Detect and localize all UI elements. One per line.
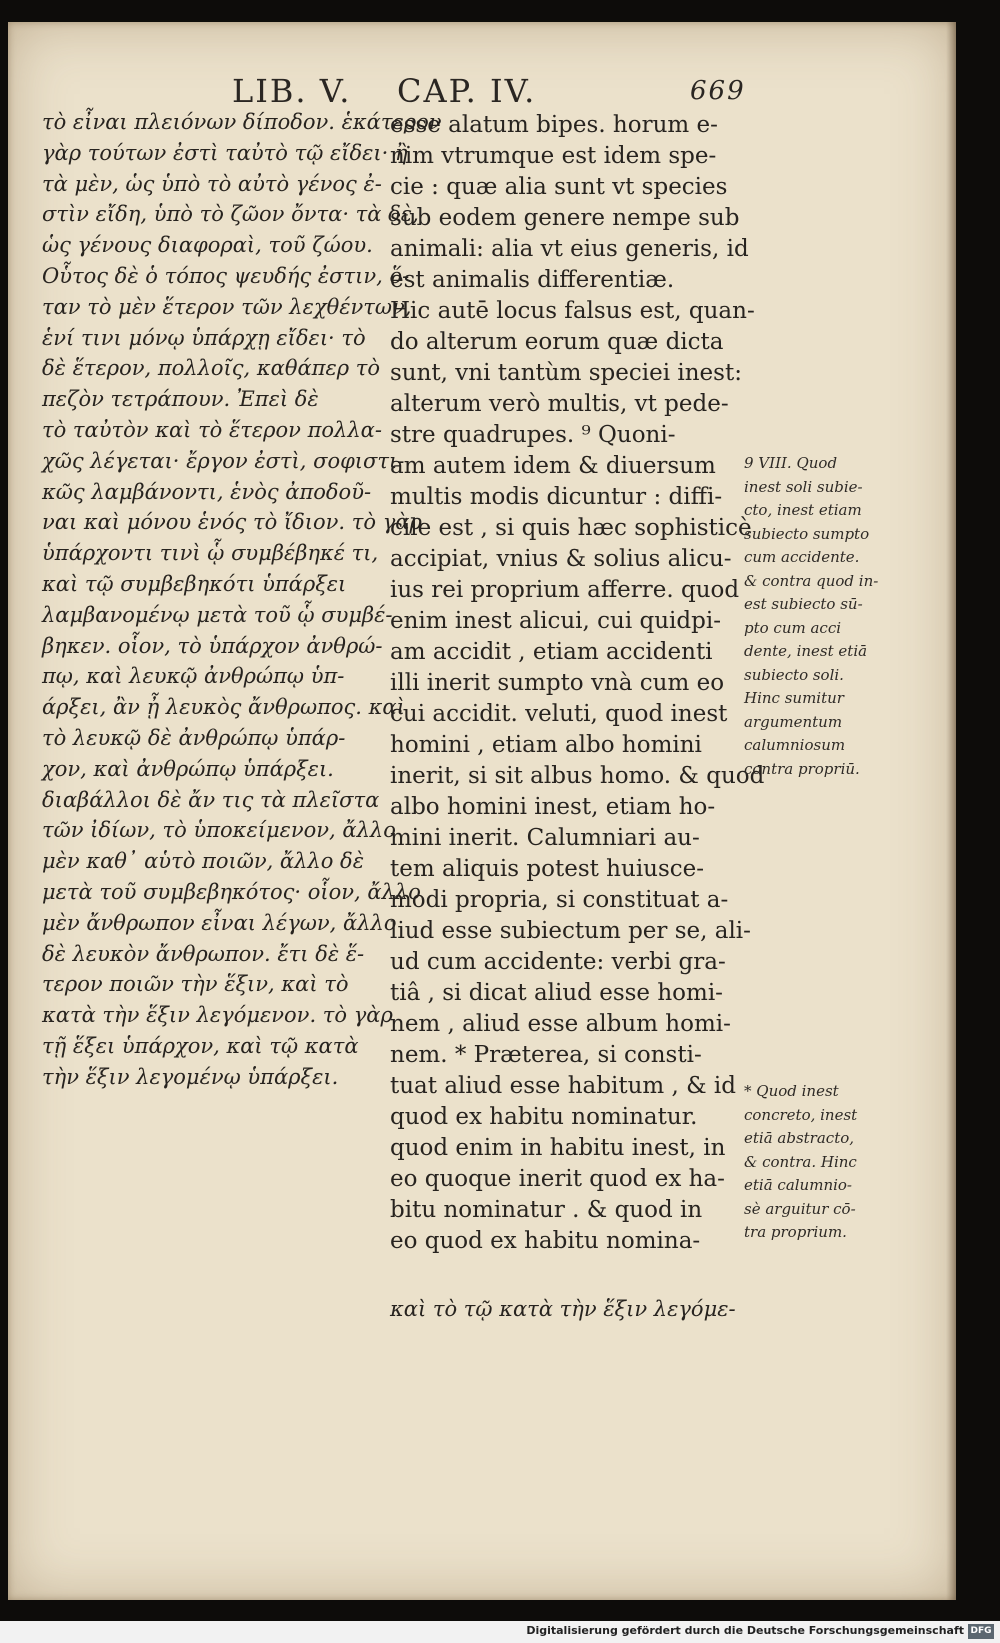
latin-line: homini , etiam albo homini [390, 732, 702, 758]
latin-line: stre quadrupes. ⁹ Quoni- [390, 422, 676, 448]
margin-note-line: cto, inest etiam [744, 501, 862, 519]
page-edge-shadow [946, 22, 956, 1600]
latin-line: ud cum accidente: verbi gra- [390, 949, 726, 975]
margin-note-line: Hinc sumitur [744, 689, 844, 707]
latin-line: tiâ , si dicat aliud esse homi- [390, 980, 723, 1006]
latin-line: albo homini inest, etiam ho- [390, 794, 716, 820]
margin-note-line: etiā abstracto, [744, 1129, 855, 1147]
greek-line: χον, καὶ ἀνθρώπῳ ὑπάρξει. [42, 756, 334, 781]
page-number: 669 [690, 76, 746, 106]
latin-line: accipiat, vnius & solius alicu- [390, 546, 732, 572]
latin-line: nim vtrumque est idem spe- [390, 143, 717, 169]
greek-line: καὶ τῷ συμβεβηκότι ὑπάρξει [42, 571, 347, 596]
margin-note-line: & contra quod in- [744, 571, 879, 590]
greek-line: τὸ ταὐτὸν καὶ τὸ ἕτερον πολλα- [42, 417, 382, 442]
latin-line: cui accidit. veluti, quod inest [390, 701, 728, 727]
latin-line: est animalis differentiæ. [390, 267, 675, 293]
margin-note-line: * Quod inest [744, 1082, 839, 1100]
margin-note-line: pto cum acci [744, 618, 842, 637]
latin-line: nem , aliud esse album homi- [390, 1011, 731, 1037]
latin-line: esse alatum bipes. horum e- [390, 112, 718, 138]
latin-line: tuat aliud esse habitum , & id [390, 1073, 736, 1099]
greek-line: λαμβανομένῳ μετὰ τοῦ ᾧ συμβέ- [42, 602, 393, 627]
greek-line: πεζὸν τετράπουν. Ἐπεὶ δὲ [42, 387, 319, 412]
greek-text-column [42, 107, 442, 1093]
margin-note-line: argumentum [744, 712, 843, 731]
greek-line: ἑνί τινι μόνῳ ὑπάρχῃ εἴδει· τὸ [42, 325, 366, 350]
greek-line: ὡς γένους διαφοραὶ, τοῦ ζώου. [42, 233, 373, 258]
greek-line: ὑπάρχοντι τινὶ ᾧ συμβέβηκέ τι, [42, 541, 379, 566]
greek-line: τῶν ἰδίων, τὸ ὑποκείμενον, ἄλλο [42, 818, 396, 843]
margin-note-line: etiā calumnio- [744, 1176, 852, 1194]
greek-line: ναι καὶ μόνου ἑνός τὸ ἴδιον. τὸ γὰρ [42, 510, 422, 535]
latin-line: illi inerit sumpto vnà cum eo [390, 670, 725, 696]
running-head-center: CAP. IV. [397, 72, 537, 110]
latin-line: do alterum eorum quæ dicta [390, 329, 724, 355]
digitization-footer [0, 1621, 1000, 1643]
greek-line: κατὰ τὴν ἕξιν λεγόμενον. τὸ γὰρ [42, 1003, 393, 1028]
latin-line: multis modis dicuntur : diffi- [390, 484, 723, 510]
greek-line: δὲ λευκὸν ἄνθρωπον. ἔτι δὲ ἕ- [42, 941, 365, 966]
greek-line: δὲ ἕτερον, πολλοῖς, καθάπερ τὸ [42, 356, 381, 381]
greek-line: μετὰ τοῦ συμβεβηκότος· οἷον, ἄλλο [42, 879, 421, 904]
latin-line: quod ex habitu nominatur. [390, 1104, 698, 1130]
greek-line: μὲν ἄνθρωπον εἶναι λέγων, ἄλλο [42, 910, 397, 935]
latin-line: ius rei proprium afferre. quod [390, 577, 740, 603]
latin-line: mini inerit. Calumniari au- [390, 825, 700, 851]
latin-line: bitu nominatur . & quod in [390, 1197, 703, 1223]
running-head-left: LIB. V. [232, 72, 352, 110]
margin-note-line: sè arguitur cō- [744, 1199, 856, 1218]
latin-line: modi propria, si constituat a- [390, 887, 729, 913]
greek-line: βηκεν. οἷον, τὸ ὑπάρχον ἀνθρώ- [42, 633, 383, 658]
greek-line: τὰ μὲν, ὡς ὑπὸ τὸ αὐτὸ γένος ἐ- [42, 171, 382, 196]
latin-line: sub eodem genere nempe sub [390, 205, 740, 231]
greek-line: ταν τὸ μὲν ἕτερον τῶν λεχθέντων, [42, 294, 412, 319]
latin-line: am autem idem & diuersum [390, 453, 716, 479]
latin-text-column [390, 110, 765, 1257]
latin-line: cie : quæ alia sunt vt species [390, 174, 728, 200]
latin-line: cile est , si quis hæc sophisticè [390, 515, 752, 541]
margin-note-viii [744, 452, 954, 781]
greek-line: μὲν καθ᾽ αὑτὸ ποιῶν, ἄλλο δὲ [42, 849, 364, 874]
greek-line: άρξει, ἂν ᾖ λευκὸς ἄνθρωπος. καὶ [42, 695, 405, 720]
greek-line: γὰρ τούτων ἐστὶ ταὐτὸ τῷ εἴδει· ἢ [42, 140, 408, 165]
greek-line: τερον ποιῶν τὴν ἕξιν, καὶ τὸ [42, 972, 349, 997]
margin-note-line: dente, inest etiā [744, 642, 868, 660]
greek-line: τὸ λευκῷ δὲ ἀνθρώπῳ ὑπάρ- [42, 725, 346, 750]
latin-line: eo quoque inerit quod ex ha- [390, 1166, 725, 1192]
latin-line: quod enim in habitu inest, in [390, 1135, 726, 1161]
latin-line: sunt, vni tantùm speciei inest: [390, 360, 742, 386]
margin-note-star [744, 1080, 954, 1245]
margin-note-line: tra proprium. [744, 1223, 847, 1241]
greek-line: στὶν εἴδη, ὑπὸ τὸ ζῶον ὄντα· τὰ δὲ, [42, 202, 419, 227]
greek-line: τὸ εἶναι πλειόνων δίποδον. ἑκάτερον [42, 110, 442, 134]
latin-line: alterum verò multis, vt pede- [390, 391, 729, 417]
margin-note-line: subiecto sumpto [744, 524, 870, 543]
dfg-logo: DFG [968, 1624, 994, 1639]
margin-note-line: concreto, inest [744, 1105, 858, 1124]
greek-line: χῶς λέγεται· ἔργον ἐστὶ, σοφιστι- [42, 448, 405, 473]
greek-line: διαβάλλοι δὲ ἄν τις τὰ πλεῖστα [42, 787, 380, 812]
margin-note-line: cum accidente. [744, 548, 860, 566]
footer-text: Digitalisierung gefördert durch die Deutsche Forschungsgemeinschaft [526, 1624, 964, 1637]
latin-line: tem aliquis potest huiusce- [390, 856, 705, 882]
greek-line: τὴν ἕξιν λεγομένῳ ὑπάρξει. [42, 1064, 339, 1089]
latin-line: eo quod ex habitu nomina- [390, 1228, 701, 1254]
margin-note-line: calumniosum [744, 736, 846, 754]
latin-line: inerit, si sit albus homo. & quod [390, 763, 765, 789]
margin-note-line: 9 VIII. Quod [744, 454, 838, 472]
margin-note-line: est subiecto sū- [744, 595, 863, 613]
greek-line: πῳ, καὶ λευκῷ ἀνθρώπῳ ὑπ- [42, 664, 345, 689]
latin-line: enim inest alicui, cui quidpi- [390, 608, 721, 634]
latin-line: Hic autē locus falsus est, quan- [390, 298, 755, 324]
greek-line: τῇ ἕξει ὑπάρχον, καὶ τῷ κατὰ [42, 1033, 359, 1058]
margin-note-line: contra propriū. [744, 759, 860, 778]
margin-note-line: subiecto soli. [744, 665, 844, 684]
latin-line: liud esse subiectum per se, ali- [390, 918, 751, 944]
greek-line: κῶς λαμβάνοντι, ἑνὸς ἀποδοῦ- [42, 479, 372, 504]
latin-line: am accidit , etiam accidenti [390, 639, 713, 665]
greek-line: Οὗτος δὲ ὁ τόπος ψευδής ἐστιν, ὅ- [42, 263, 410, 288]
margin-note-line: & contra. Hinc [744, 1152, 857, 1171]
margin-note-line: inest soli subie- [744, 477, 863, 496]
latin-line: animali: alia vt eius generis, id [390, 236, 749, 262]
latin-line: nem. * Præterea, si consti- [390, 1042, 702, 1068]
catchword-greek: καὶ τὸ τῷ κατὰ τὴν ἕξιν λεγόμε- [390, 1297, 736, 1321]
